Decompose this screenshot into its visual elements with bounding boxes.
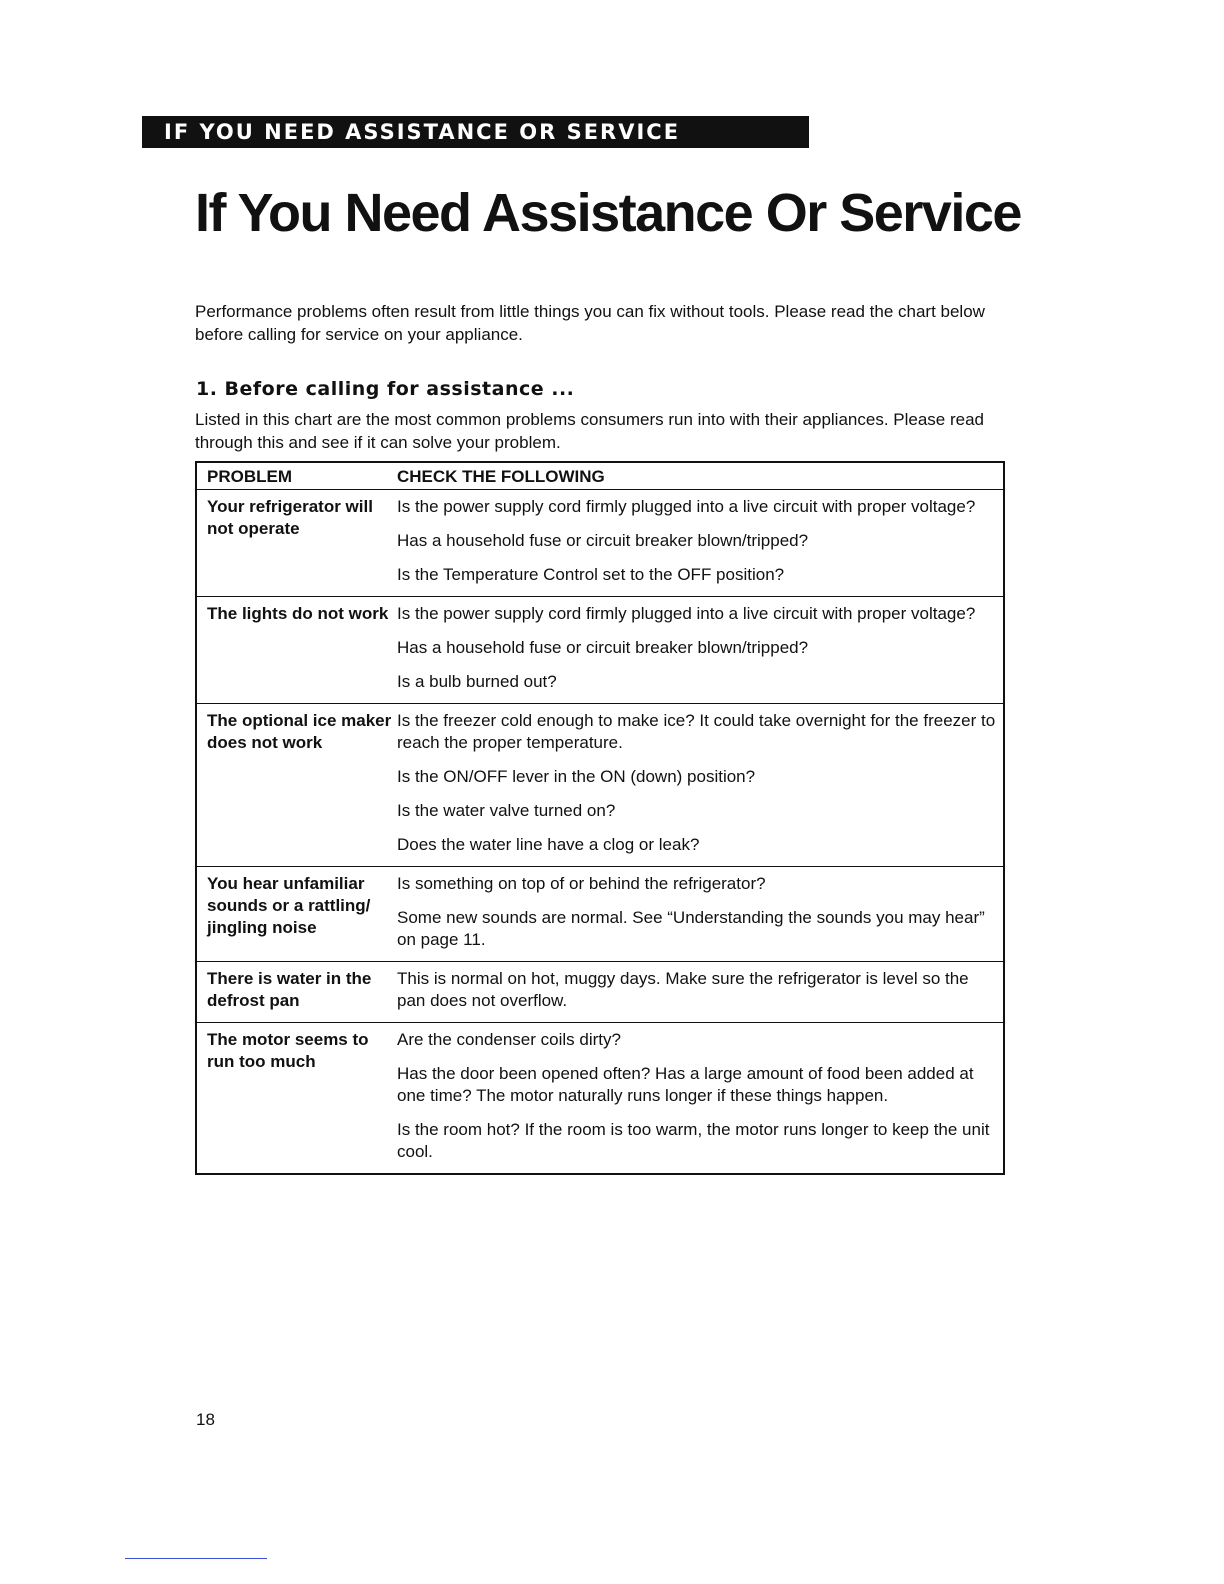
checks-cell [397, 597, 1004, 704]
check-item: Are the condenser coils dirty? [397, 1030, 621, 1049]
table-row [196, 490, 1004, 597]
check-item: Is the power supply cord firmly plugged into a live circuit with proper voltage? [397, 604, 976, 623]
check-item: Is the room hot? If the room is too warm, the motor runs longer to keep the unit cool. [397, 1120, 990, 1161]
check-item: Has the door been opened often? Has a large amount of food been added at one time? The motor naturally runs longer if these things happen. [397, 1064, 974, 1105]
table-row [196, 962, 1004, 1023]
check-item: Is a bulb burned out? [397, 672, 557, 691]
footer-rule [125, 1558, 267, 1559]
problem-cell: The motor seems to run too much [196, 1023, 397, 1175]
problem-cell: The lights do not work [196, 597, 397, 704]
checks-cell [397, 704, 1004, 867]
check-item: Has a household fuse or circuit breaker blown/tripped? [397, 638, 809, 657]
table-row [196, 597, 1004, 704]
troubleshooting-table [195, 461, 1005, 1175]
page-number: 18 [196, 1410, 215, 1429]
check-item: This is normal on hot, muggy days. Make sure the refrigerator is level so the pan does not overflow. [397, 969, 969, 1010]
check-item: Is the ON/OFF lever in the ON (down) position? [397, 767, 756, 786]
table-row [196, 867, 1004, 962]
check-item: Is the water valve turned on? [397, 801, 616, 820]
page-title: If You Need Assistance Or Service [195, 183, 1021, 243]
check-item: Is the freezer cold enough to make ice? It could take overnight for the freezer to reach the proper temperature. [397, 711, 996, 752]
checks-cell [397, 490, 1004, 597]
table-row [196, 704, 1004, 867]
problem-cell: Your refrigerator will not operate [196, 490, 397, 597]
checks-cell [397, 867, 1004, 962]
column-header-check: CHECK THE FOLLOWING [397, 462, 1004, 490]
check-item: Is the power supply cord firmly plugged into a live circuit with proper voltage? [397, 497, 976, 516]
checks-cell [397, 1023, 1004, 1175]
section-heading: 1. Before calling for assistance ... [196, 378, 575, 400]
problem-cell: There is water in the defrost pan [196, 962, 397, 1023]
problem-cell: You hear unfamiliar sounds or a rattling/ jingling noise [196, 867, 397, 962]
problem-cell: The optional ice maker does not work [196, 704, 397, 867]
section-banner: IF YOU NEED ASSISTANCE OR SERVICE [142, 116, 809, 148]
check-item: Is the Temperature Control set to the OFF position? [397, 565, 785, 584]
check-item: Some new sounds are normal. See “Understanding the sounds you may hear” on page 11. [397, 908, 985, 949]
check-item: Has a household fuse or circuit breaker blown/tripped? [397, 531, 809, 550]
section-intro: Listed in this chart are the most common problems consumers run into with their appliances. Please read through this and see if it can solve your problem. [195, 410, 984, 452]
checks-cell [397, 962, 1004, 1023]
table-header-row [196, 462, 1004, 490]
column-header-problem: PROBLEM [196, 462, 397, 490]
table-row [196, 1023, 1004, 1175]
check-item: Is something on top of or behind the refrigerator? [397, 874, 766, 893]
intro-paragraph: Performance problems often result from little things you can fix without tools. Please read the chart below before calling for service on your appliance. [195, 302, 985, 344]
check-item: Does the water line have a clog or leak? [397, 835, 700, 854]
